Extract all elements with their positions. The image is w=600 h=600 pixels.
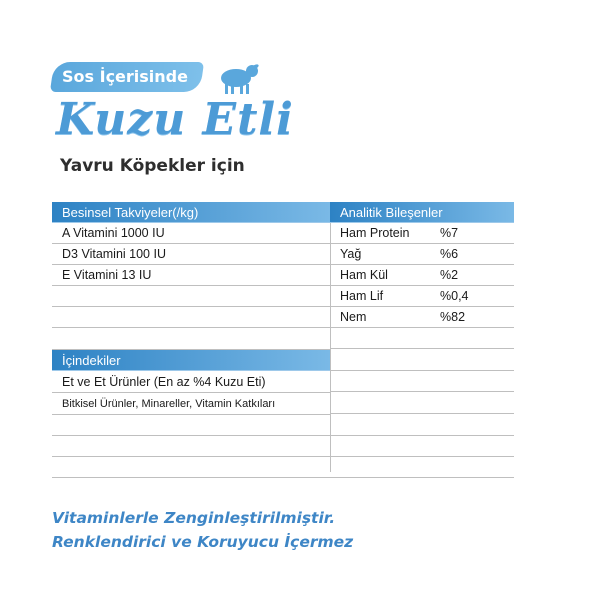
analytic-value: %0,4: [440, 289, 469, 303]
analytic-row: [330, 244, 514, 265]
empty-row: [330, 392, 514, 414]
badge: [50, 62, 204, 92]
footer-claims: [52, 506, 353, 554]
analytic-name: Ham Lif: [340, 289, 384, 303]
footer-line-2: Renklendirici ve Koruyucu İçermez: [52, 533, 354, 551]
ingredient-row: [52, 415, 330, 436]
analytic-value: %7: [440, 226, 459, 240]
analytic-row: [330, 286, 514, 307]
empty-row: [330, 371, 514, 392]
left-column: [52, 202, 330, 478]
brand-header: [52, 58, 312, 188]
analytic-row: [330, 307, 514, 328]
badge-label: Sos İçerisinde: [62, 67, 188, 86]
analytic-value: %2: [440, 268, 459, 282]
analytic-row: [330, 265, 514, 286]
supplement-row: [52, 307, 330, 328]
analytics-header: Analitik Bileşenler: [330, 202, 514, 223]
right-column: [330, 202, 514, 478]
analytic-name: Ham Protein: [340, 226, 410, 240]
footer-line-1: Vitaminlerle Zenginleştirilmiştir.: [52, 509, 336, 527]
empty-row: [330, 349, 514, 371]
ingredient-row: Bitkisel Ürünler, Minareller, Vitamin Katkıları: [52, 393, 330, 415]
ingredient-row: [52, 436, 330, 457]
supplement-row: [52, 286, 330, 307]
empty-row: [330, 414, 514, 436]
supplement-row: D3 Vitamini 100 IU: [52, 244, 330, 265]
supplement-row: [52, 328, 330, 350]
analytic-row: [330, 223, 514, 244]
ingredients-header: İçindekiler: [52, 350, 330, 371]
supplement-row: A Vitamini 1000 IU: [52, 223, 330, 244]
ingredient-row: [52, 457, 330, 478]
analytic-name: Ham Kül: [340, 268, 388, 282]
product-title: Kuzu Etli: [56, 94, 294, 145]
analytic-value: %6: [440, 247, 459, 261]
ingredient-row: Et ve Et Ürünler (En az %4 Kuzu Eti): [52, 371, 330, 393]
product-subtitle: Yavru Köpekler için: [60, 156, 245, 176]
supplement-row: E Vitamini 13 IU: [52, 265, 330, 286]
analytic-name: Nem: [340, 310, 367, 324]
empty-row: [330, 457, 514, 478]
analytic-value: %82: [440, 310, 466, 324]
lamb-icon: [212, 58, 262, 98]
supplements-header: Besinsel Takviyeler(/kg): [52, 202, 330, 223]
empty-row: [330, 436, 514, 457]
empty-row: [330, 328, 514, 349]
analytic-name: Yağ: [340, 247, 362, 261]
